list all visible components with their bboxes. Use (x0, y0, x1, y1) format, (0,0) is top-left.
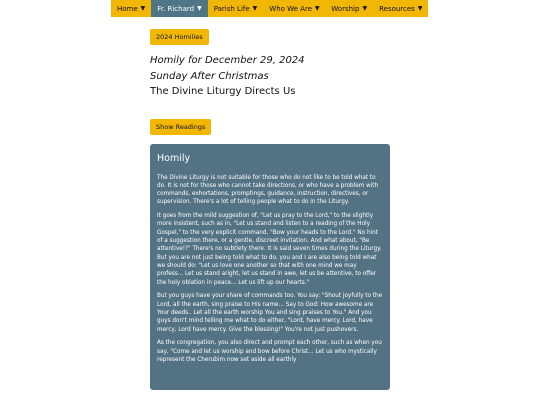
nav-item-label: Who We Are (269, 4, 313, 13)
homily-titles (150, 53, 390, 100)
sunday-name: Sunday After Christmas (150, 70, 269, 82)
nav-item-label: Fr. Richard (157, 4, 195, 13)
nav-item-worship[interactable] (325, 0, 373, 17)
nav-item-who-we-are[interactable] (263, 0, 325, 17)
nav-item-label: Parish Life (213, 4, 250, 13)
sermon-title: The Divine Liturgy Directs Us (150, 86, 296, 97)
top-navigation-bar (111, 0, 428, 17)
homily-heading: Homily (157, 152, 191, 164)
nav-item-resources[interactable] (373, 0, 428, 17)
chevron-down-icon: ▼ (252, 5, 258, 12)
main-content (150, 24, 390, 390)
chevron-down-icon: ▼ (197, 5, 202, 12)
homily-panel (150, 144, 390, 390)
chevron-down-icon: ▼ (417, 5, 423, 12)
homily-date-title: Homily for December 29, 2024 (150, 55, 305, 66)
year-homilies-button[interactable]: 2024 Homilies (150, 29, 209, 45)
homily-paragraph: The Divine Liturgy is not suitable for those who do not like to be told what to do. It is not for those who cannot take directions, or who have a problem with commands, exhortations, promptings, guidance, instruction, directives, or supervision. There's a lot of telling people what to do in the Liturgy. (157, 174, 379, 206)
chevron-down-icon: ▼ (362, 5, 368, 12)
chevron-down-icon: ▼ (315, 5, 320, 12)
homily-paragraph: As the congregation, you also direct and prompt each other, such as when you say, "Come and let us worship and bow before Christ... Let us who mystically represent the Cherubim now set aside all earthly (157, 340, 382, 363)
nav-item-label: Resources (379, 4, 415, 13)
homily-paragraph: It goes from the mild suggestion of, "Let us pray to the Lord," to the slightly more insistent, such as in, "Let us stand and listen to a reading of the Holy Gospel," to the very explicit command, "Bow your heads to the Lord." No hint of a suggestion there, or a gentle, discreet invitation. And what about, "Be attentive!?" There's no subtlety there. It is said seven times during the Liturgy. But you are not just being told what to do, you and I are also being told what we should do: "Let us love one another so that with one mind we may profess... Let us stand aright, let us stand in awe, let us be attentive, to offer the holy oblation in peace... Let us lift up our hearts." (157, 213, 382, 286)
nav-item-home[interactable] (111, 0, 151, 17)
nav-item-fr-richard[interactable] (151, 0, 207, 17)
show-readings-button[interactable]: Show Readings (150, 119, 211, 135)
chevron-down-icon: ▼ (140, 5, 146, 12)
nav-item-label: Home (117, 4, 138, 13)
homily-paragraph: But you guys have your share of commands too. You say: "Shout joyfully to the Lord, all the earth, sing praise to His name... Say to God: How awesome are Your deeds.. Let all the earth worship You and sing praises to You." And you guys don't mind telling me what to do either, "Lord, have mercy. Lord, have mercy, Lord have mercy. Give the blessing!" You're not just pushovers. (157, 293, 383, 333)
nav-item-parish-life[interactable] (208, 0, 264, 17)
nav-item-label: Worship (331, 4, 360, 13)
